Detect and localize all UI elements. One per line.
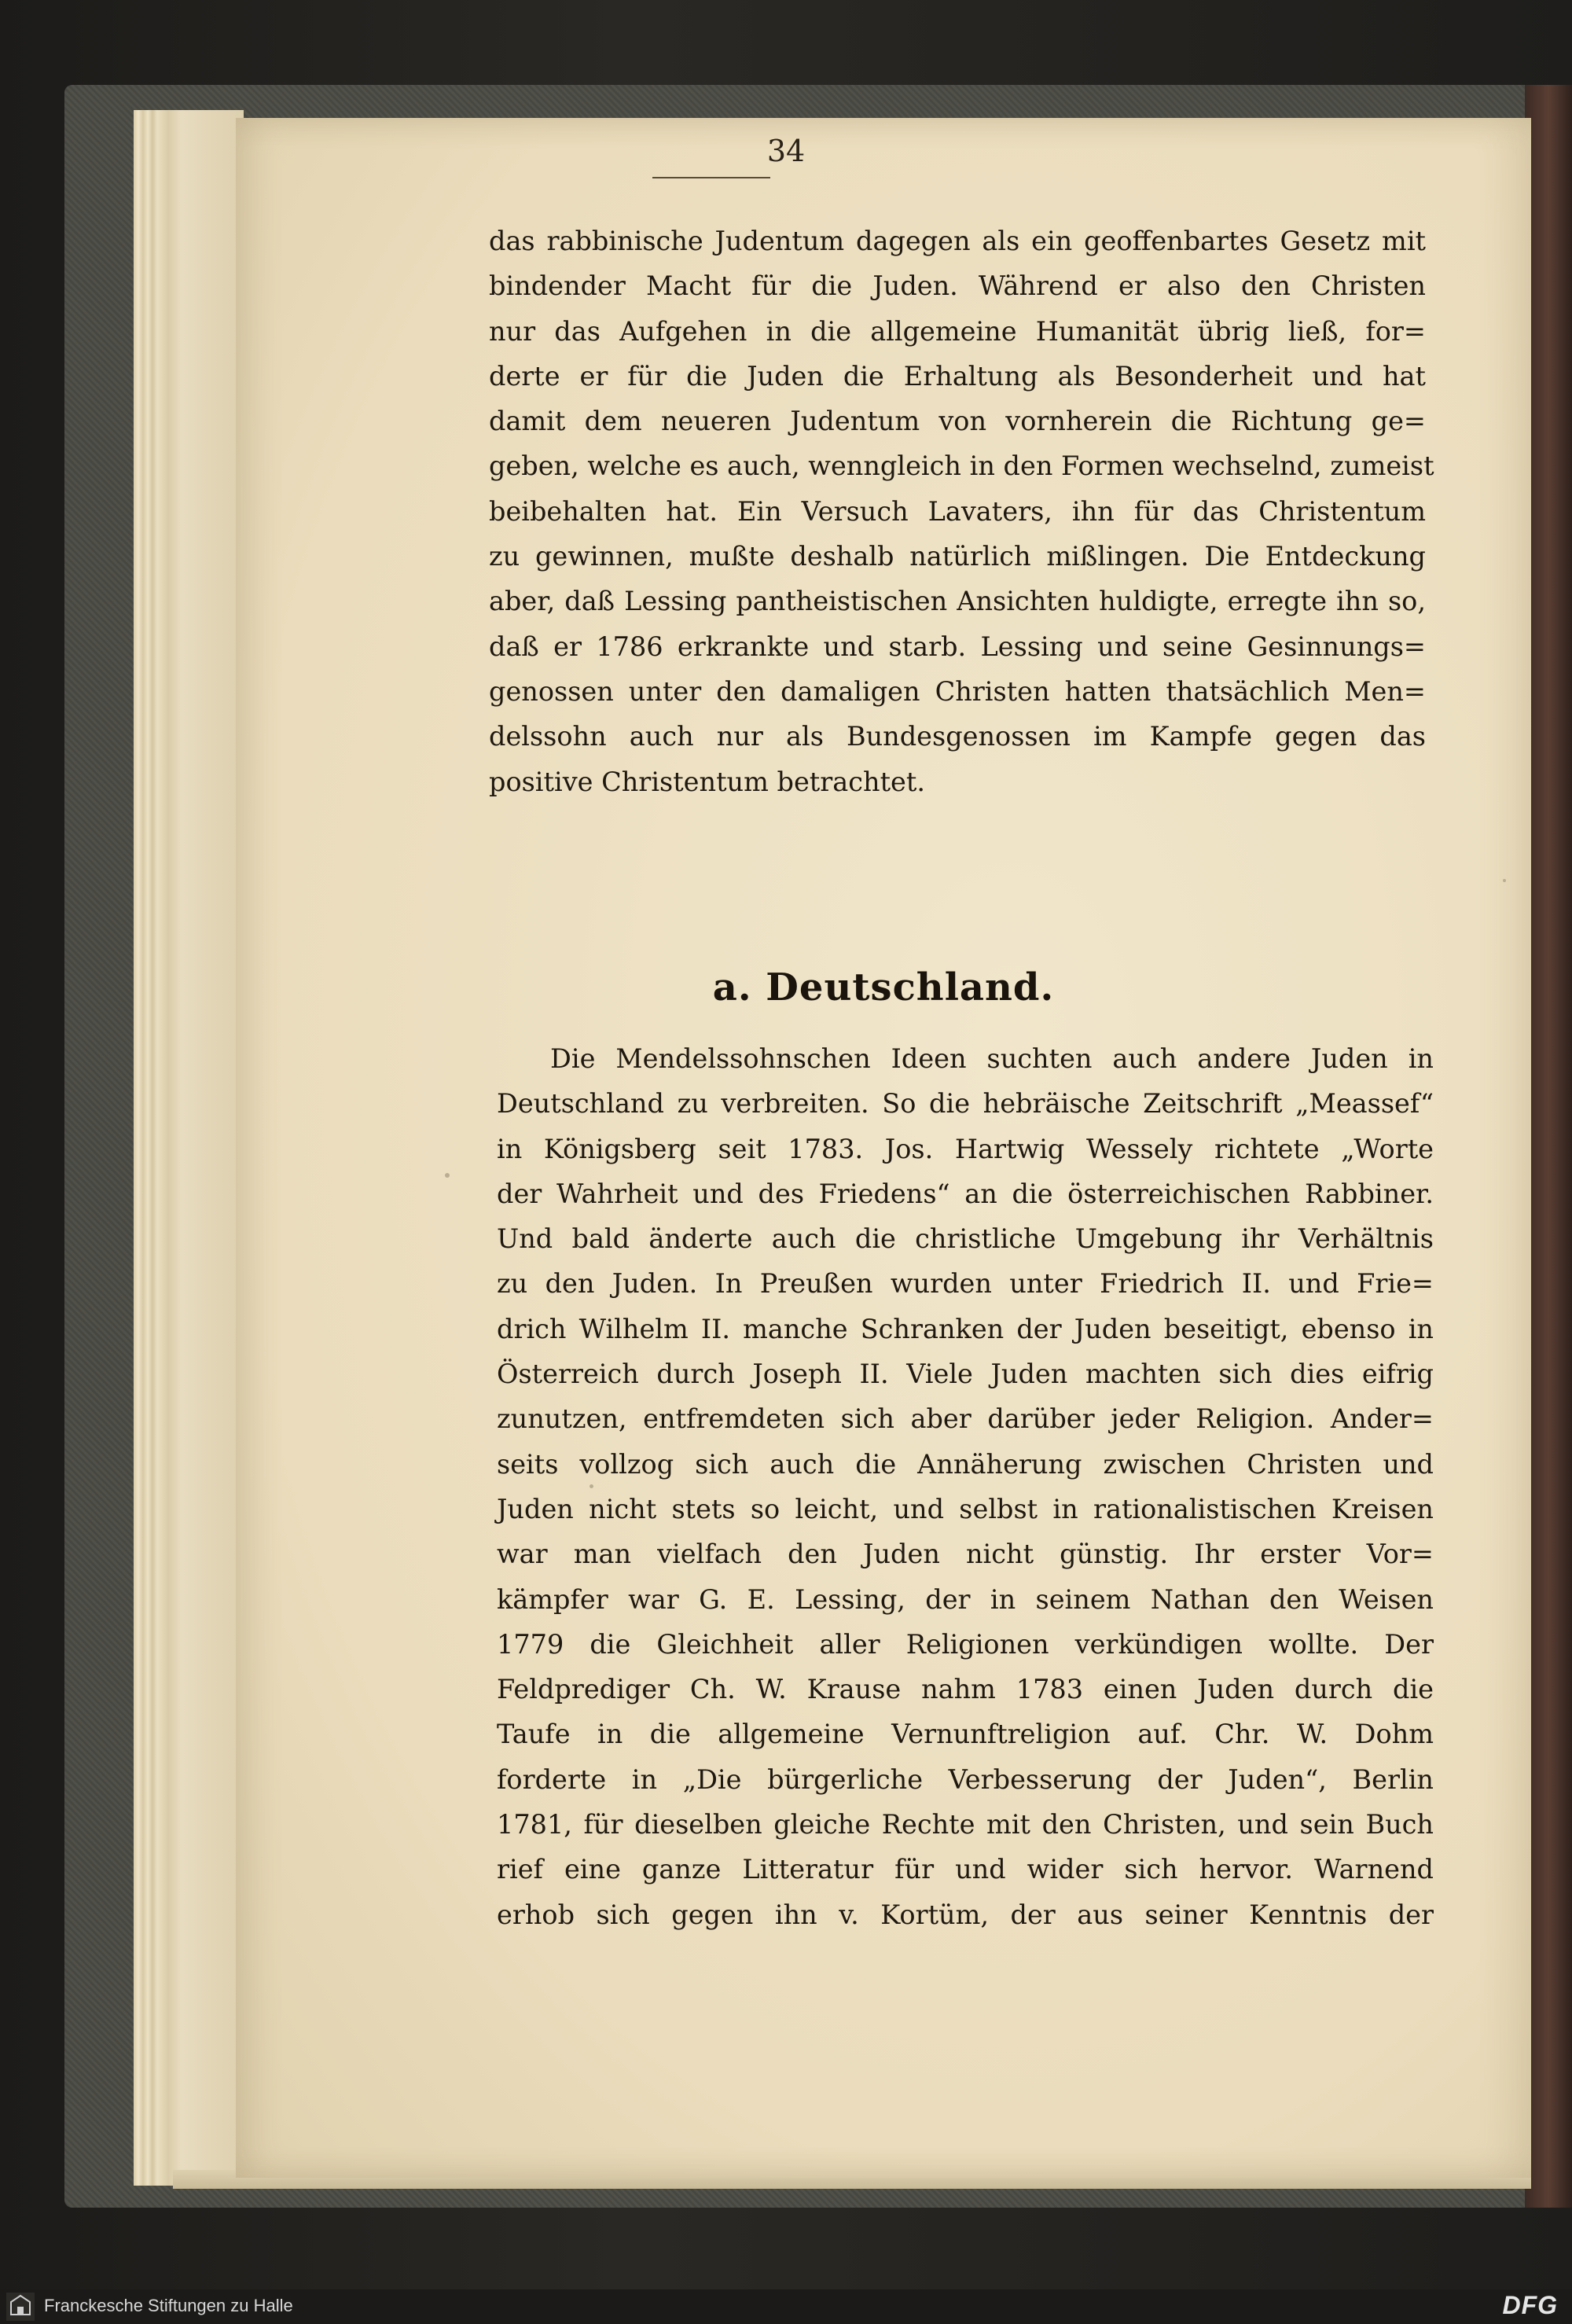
footer-institution: Franckesche Stiftungen zu Halle: [44, 2296, 293, 2315]
book-board-edge: [1525, 85, 1572, 2208]
text-line: das rabbinische Judentum dagegen als ein geoffenbartes Gesetz mit: [489, 226, 1426, 256]
text-line: zu gewinnen, mußte deshalb natürlich mißlingen. Die Entdeckung: [489, 541, 1426, 572]
text-line: Deutschland zu verbreiten. So die hebräische Zeitschrift „Meassef“: [497, 1088, 1434, 1120]
text-line: zu den Juden. In Preußen wurden unter Friedrich II. und Frie=: [497, 1268, 1434, 1300]
text-line: nur das Aufgehen in die allgemeine Humanität übrig ließ, for=: [489, 315, 1426, 347]
text-line: erhob sich gegen ihn v. Kortüm, der aus seiner Kenntnis der: [497, 1899, 1434, 1930]
text-line: forderte in „Die bürgerliche Verbesserung der Juden“, Berlin: [497, 1763, 1434, 1795]
text-line: seits vollzog sich auch die Annäherung zwischen Christen und: [497, 1448, 1434, 1480]
page-number: 34: [766, 134, 806, 168]
text-line: delssohn auch nur als Bundesgenossen im Kampfe gegen das: [489, 721, 1426, 752]
text-line: zunutzen, entfremdeten sich aber darüber jeder Religion. Ander=: [497, 1403, 1434, 1435]
institution-logo-icon: [6, 2293, 35, 2321]
section-heading: a. Deutschland.: [712, 965, 1055, 1009]
paragraph-1: [489, 219, 1434, 804]
text-line: rief eine ganze Litteratur für und wider sich hervor. Warnend: [497, 1854, 1434, 1885]
text-line: Österreich durch Joseph II. Viele Juden machten sich dies eifrig: [497, 1359, 1434, 1390]
text-line: Feldprediger Ch. W. Krause nahm 1783 einen Juden durch die: [497, 1674, 1434, 1705]
text-line: genossen unter den damaligen Christen hatten thatsächlich Men=: [489, 675, 1426, 707]
text-line: drich Wilhelm II. manche Schranken der Juden beseitigt, ebenso in: [497, 1313, 1434, 1344]
text-line: beibehalten hat. Ein Versuch Lavaters, ihn für das Christentum: [489, 495, 1426, 527]
text-line: 1779 die Gleichheit aller Religionen verkündigen wollte. Der: [497, 1628, 1434, 1660]
text-line: kämpfer war G. E. Lessing, der in seinem Nathan den Weisen: [497, 1583, 1434, 1615]
text-line: positive Christentum betrachtet.: [489, 766, 925, 797]
text-line: bindender Macht für die Juden. Während er also den Christen: [489, 270, 1426, 302]
text-line: war man vielfach den Juden nicht günstig. Ihr erster Vor=: [497, 1539, 1434, 1570]
text-line: 1781, für dieselben gleiche Rechte mit den Christen, und sein Buch: [497, 1809, 1434, 1840]
text-line: aber, daß Lessing pantheistischen Ansichten huldigte, erregte ihn so,: [489, 586, 1426, 617]
text-line: geben, welche es auch, wenngleich in den Formen wechselnd, zumeist: [489, 450, 1434, 482]
paragraph-2: [497, 1036, 1434, 1937]
text-line: derte er für die Juden die Erhaltung als Besonderheit und hat: [489, 360, 1426, 392]
paper-speck: [1503, 879, 1506, 882]
text-line: Taufe in die allgemeine Vernunftreligion auf. Chr. W. Dohm: [497, 1719, 1434, 1750]
text-line: Die Mendelssohnschen Ideen suchten auch andere Juden in: [550, 1043, 1434, 1074]
page-edges: [134, 110, 244, 2186]
text-line: damit dem neueren Judentum von vornherein die Richtung ge=: [489, 406, 1426, 437]
text-line: daß er 1786 erkrankte und starb. Lessing und seine Gesinnungs=: [489, 631, 1426, 662]
paper-speck: [445, 1173, 450, 1178]
text-line: Juden nicht stets so leicht, und selbst in rationalistischen Kreisen: [497, 1493, 1434, 1524]
text-line: Und bald änderte auch die christliche Umgebung ihr Verhältnis: [497, 1223, 1434, 1255]
paper-speck: [590, 1484, 593, 1488]
text-line: der Wahrheit und des Friedens“ an die österreichischen Rabbiner.: [497, 1178, 1434, 1209]
footer-dfg-logo: DFG: [1502, 2291, 1558, 2319]
page-number-rule: [652, 177, 770, 178]
text-line: in Königsberg seit 1783. Jos. Hartwig Wessely richtete „Worte: [497, 1133, 1434, 1164]
